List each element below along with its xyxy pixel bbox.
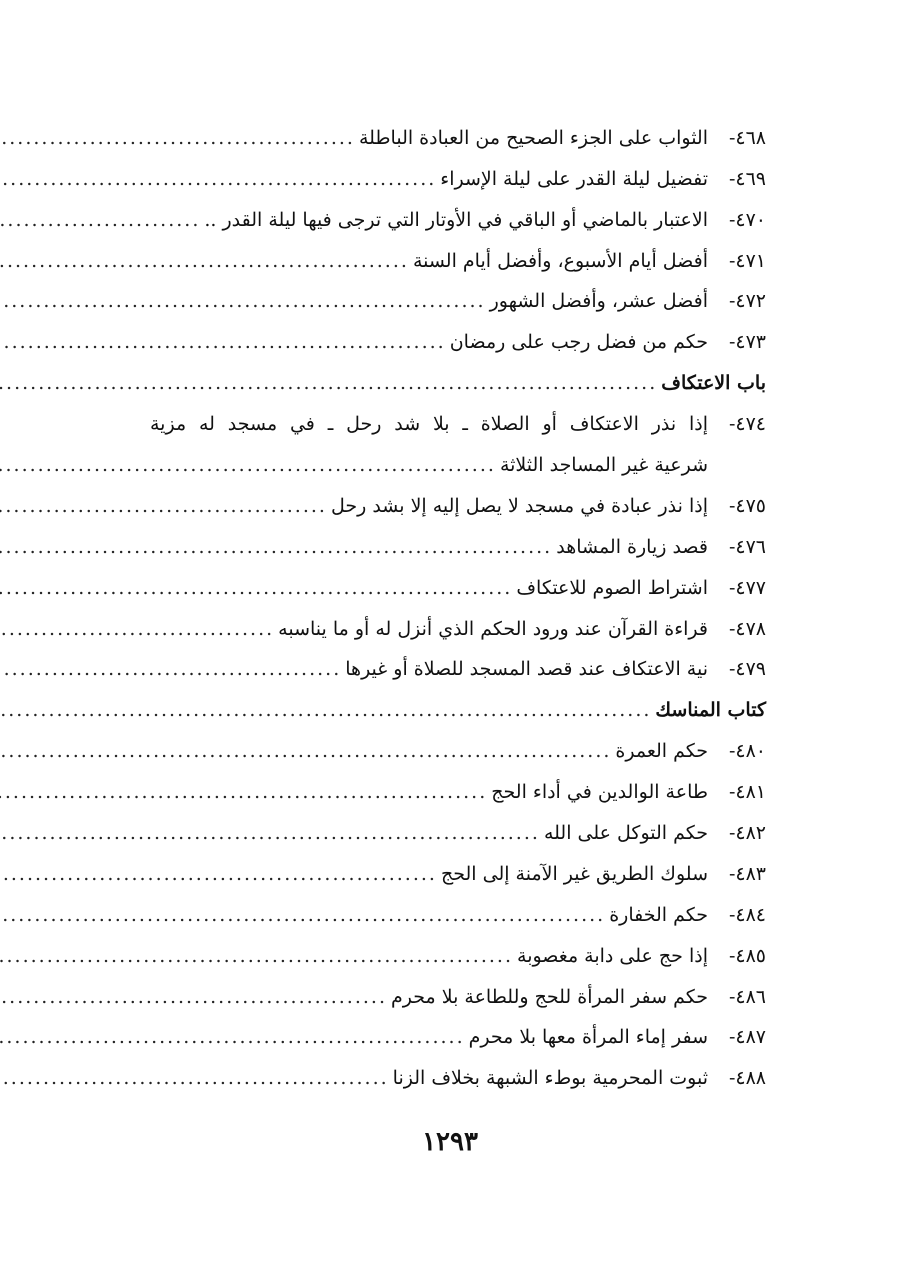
entry-title: إذا نذر عبادة في مسجد لا يصل إليه إلا بشد رحل (330, 494, 708, 517)
toc-section-heading (150, 354, 766, 395)
leader-dots (0, 371, 657, 395)
toc-entry (150, 477, 766, 518)
toc-entry-continuation (150, 436, 766, 477)
leader-dots (0, 1066, 389, 1090)
leader-dots (0, 576, 512, 600)
entry-number: ٤٧٧- (728, 576, 766, 599)
toc-entry (150, 559, 766, 600)
entry-title: اشتراط الصوم للاعتكاف (516, 576, 708, 599)
leader-dots (0, 821, 540, 845)
leader-dots (0, 944, 513, 968)
leader-dots (0, 535, 552, 559)
leader-dots (0, 780, 487, 804)
leader-dots (0, 249, 409, 273)
entry-title: طاعة الوالدين في أداء الحج (491, 781, 708, 804)
page-number: ١٢٩٣ (422, 1127, 478, 1157)
entry-number: ٤٧٦- (728, 535, 766, 558)
entry-number: ٤٨٨- (728, 1067, 766, 1090)
toc-section-heading (150, 681, 766, 722)
table-of-contents (150, 109, 766, 1090)
entry-number: ٤٧٨- (728, 617, 766, 640)
toc-entry (150, 845, 766, 886)
toc-entry (150, 273, 766, 314)
leader-dots (0, 739, 611, 763)
entry-title: الثواب على الجزء الصحيح من العبادة الباطلة (358, 126, 708, 149)
entry-title: قراءة القرآن عند ورود الحكم الذي أنزل له أو ما يناسبه (278, 617, 708, 640)
entry-number: ٤٧٢- (728, 290, 766, 313)
toc-entry (150, 600, 766, 641)
leader-dots (0, 657, 341, 681)
leader-dots (0, 698, 651, 722)
entry-number: ٤٨٤- (728, 903, 766, 926)
leader-dots (0, 330, 446, 354)
entry-title: سفر إماء المرأة معها بلا محرم (468, 1026, 708, 1049)
toc-entry (150, 191, 766, 232)
toc-entry (150, 518, 766, 559)
leader-dots (0, 167, 436, 191)
toc-entry (150, 641, 766, 682)
toc-entry (150, 1009, 766, 1050)
toc-entry (150, 763, 766, 804)
toc-entry (150, 968, 766, 1009)
entry-number: ٤٨٣- (728, 862, 766, 885)
toc-entry (150, 395, 766, 436)
entry-title: قصد زيارة المشاهد (556, 535, 708, 558)
toc-entry (150, 722, 766, 763)
toc-entry (150, 313, 766, 354)
leader-dots (0, 1025, 465, 1049)
entry-number: ٤٨٦- (728, 985, 766, 1008)
leader-dots (0, 289, 486, 313)
entry-title: حكم العمرة (615, 740, 708, 763)
toc-entry (150, 804, 766, 845)
entry-title: الاعتبار بالماضي أو الباقي في الأوتار التي ترجى فيها ليلة القدر .. (204, 208, 708, 231)
leader-dots (0, 453, 496, 477)
entry-title: حكم من فضل رجب على رمضان (449, 331, 708, 354)
entry-title: أفضل عشر، وأفضل الشهور (489, 290, 708, 313)
entry-title: إذا حج على دابة مغصوبة (517, 944, 708, 967)
entry-title: حكم التوكل على الله (543, 822, 708, 845)
leader-dots (0, 862, 437, 886)
entry-number: ٤٦٩- (728, 167, 766, 190)
toc-entry (150, 150, 766, 191)
entry-title: إذا نذر الاعتكاف أو الصلاة ـ بلا شد رحل ـ في مسجد له مزية (150, 413, 708, 436)
entry-title: حكم سفر المرأة للحج وللطاعة بلا محرم (391, 985, 708, 1008)
toc-entry (150, 109, 766, 150)
entry-title: حكم الخفارة (609, 903, 708, 926)
entry-number: ٤٧٠- (728, 208, 766, 231)
entry-title: نية الاعتكاف عند قصد المسجد للصلاة أو غيرها (345, 658, 708, 681)
leader-dots (0, 126, 355, 150)
entry-number: ٤٨١- (728, 781, 766, 804)
entry-title: سلوك الطريق غير الآمنة إلى الحج (440, 862, 708, 885)
entry-number: ٤٧٤- (728, 413, 766, 436)
entry-number: ٤٧٩- (728, 658, 766, 681)
leader-dots (0, 494, 327, 518)
leader-dots (0, 617, 274, 641)
entry-number: ٤٨٢- (728, 822, 766, 845)
toc-entry (150, 232, 766, 273)
entry-number: ٤٧٥- (728, 494, 766, 517)
entry-number: ٤٨٧- (728, 1026, 766, 1049)
leader-dots (0, 985, 387, 1009)
section-title: باب الاعتكاف (661, 372, 766, 395)
entry-number: ٤٨٥- (728, 944, 766, 967)
section-title: كتاب المناسك (655, 699, 766, 722)
entry-number: ٤٧١- (728, 249, 766, 272)
leader-dots (0, 903, 605, 927)
toc-entry (150, 1049, 766, 1090)
entry-title: ثبوت المحرمية بوطء الشبهة بخلاف الزنا (392, 1067, 708, 1090)
entry-number: ٤٦٨- (728, 126, 766, 149)
entry-number: ٤٨٠- (728, 740, 766, 763)
toc-entry (150, 927, 766, 968)
entry-number: ٤٧٣- (728, 331, 766, 354)
entry-title: تفضيل ليلة القدر على ليلة الإسراء (440, 167, 708, 190)
leader-dots (0, 208, 200, 232)
toc-entry (150, 886, 766, 927)
entry-title: أفضل أيام الأسبوع، وأفضل أيام السنة (412, 249, 708, 272)
entry-title: شرعية غير المساجد الثلاثة (499, 454, 708, 477)
